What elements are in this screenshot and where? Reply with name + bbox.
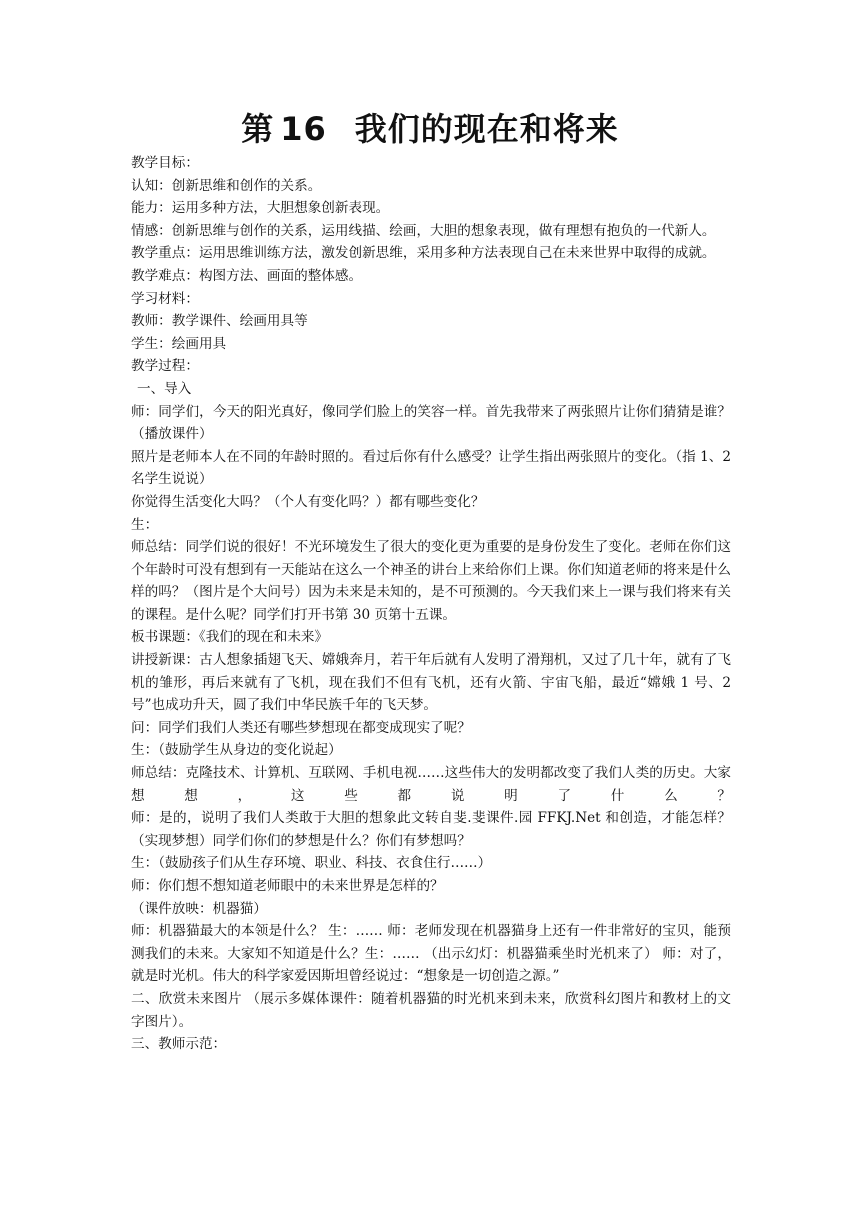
paragraph-teacher-imagination: 师：是的，说明了我们人类敢于大胆的想象此文转自斐.斐课件.园 FFKJ.Net 和创造，才能怎样？（实现梦想）同学们你们的梦想是什么？你们有梦想吗？: [131, 810, 731, 849]
title-prefix: 第: [241, 110, 275, 148]
paragraph-student-2: 生：（鼓励学生从身边的变化说起）: [131, 742, 342, 759]
title-number: 16: [280, 110, 327, 148]
paragraph-emotion: 情感：创新思维与创作的关系，运用线描、绘画，大胆的想象表现，做有理想有抱负的一代新人。: [131, 222, 716, 239]
paragraph-photos: 照片是老师本人在不同的年龄时照的。看过后你有什么感受？让学生指出两张照片的变化。（指 1、2 名学生说说）: [131, 448, 731, 488]
section-heading-materials: 学习材料：: [131, 290, 199, 307]
paragraph-ability: 能力：运用多种方法，大胆想象创新表现。: [131, 200, 390, 217]
section-heading-intro: 一、导入: [137, 380, 192, 397]
section-heading-demo: 三、教师示范：: [131, 1036, 227, 1053]
paragraph-student-1: 生：: [131, 516, 159, 533]
paragraph-teacher-summary-1: 师总结：同学们说的很好！不光环境发生了很大的变化更为重要的是身份发生了变化。老师在你们这个年龄时可没有想到有一天能站在这么一个神圣的讲台上来给你们上课。你们知道老师的将来是什么样的吗？（图片是个大问号）因为未来是未知的，是不可预测的。今天我们来上一课与我们将来有关的课程。是什么呢？同学们打开书第 30 页第十五课。: [131, 539, 731, 623]
paragraph-teacher-future: 师：你们想不想知道老师眼中的未来世界是怎样的？: [131, 878, 444, 894]
paragraph-teacher-materials: 教师：教学课件、绘画用具等: [131, 313, 308, 330]
paragraph-teacher-greeting: 师：同学们，今天的阳光真好，像同学们脸上的笑容一样。首先我带来了两张照片让你们猜猜是谁？（播放课件）: [131, 403, 731, 443]
paragraph-courseware: （课件放映：机器猫）: [131, 900, 267, 917]
paragraph-cognition: 认知：创新思维和创作的关系。: [131, 177, 322, 194]
paragraph-question-change: 你觉得生活变化大吗？（个人有变化吗？）都有哪些变化？: [131, 493, 485, 510]
title-text: 我们的现在和将来: [354, 110, 619, 148]
document-body: [131, 152, 731, 1056]
paragraph-difficulties: 教学难点：构图方法、画面的整体感。: [131, 267, 363, 284]
paragraph-key-points: 教学重点：运用思维训练方法，激发创新思维，采用多种方法表现自己在未来世界中取得的成就。: [131, 245, 716, 262]
paragraph-doraemon: 师：机器猫最大的本领是什么？ 生：…… 师：老师发现在机器猫身上还有一件非常好的宝贝，能预测我们的未来。大家知不知道是什么？生：…… （出示幻灯：机器猫乘坐时光机来了） 师：对了，就是时光机。伟大的科学家爱因斯坦曾经说过：“想象是一切创造之源。”: [131, 923, 731, 985]
section-heading-appreciation: 二、欣赏未来图片 （展示多媒体课件：随着机器猫的时光机来到未来，欣赏科幻图片和教材上的文字图片）。: [131, 990, 731, 1030]
paragraph-new-lesson: 讲授新课：古人想象插翅飞天、嫦娥奔月，若干年后就有人发明了滑翔机，又过了几十年，就有了飞机的雏形，再后来就有了飞机，现在我们不但有飞机，还有火箭、宇宙飞船，最近“嫦娥 1 号、2 号”也成功升天，圆了我们中华民族千年的飞天梦。: [131, 652, 731, 714]
paragraph-board-title: 板书课题：《我们的现在和未来》: [131, 629, 329, 646]
page-title: [0, 104, 860, 150]
paragraph-question-dreams: 问：同学们我们人类还有哪些梦想现在都变成现实了呢？: [131, 719, 471, 736]
paragraph-student-3: 生：（鼓励孩子们从生存环境、职业、科技、衣食住行……）: [131, 855, 492, 872]
paragraph-teacher-summary-2: 师总结：克隆技术、计算机、互联网、手机电视……这些伟大的发明都改变了我们人类的历史。大家想想，这些都说明了什么？: [131, 765, 731, 804]
section-heading-goals: 教学目标：: [131, 155, 199, 171]
paragraph-student-materials: 学生：绘画用具: [131, 335, 227, 352]
section-heading-process: 教学过程：: [131, 358, 199, 375]
